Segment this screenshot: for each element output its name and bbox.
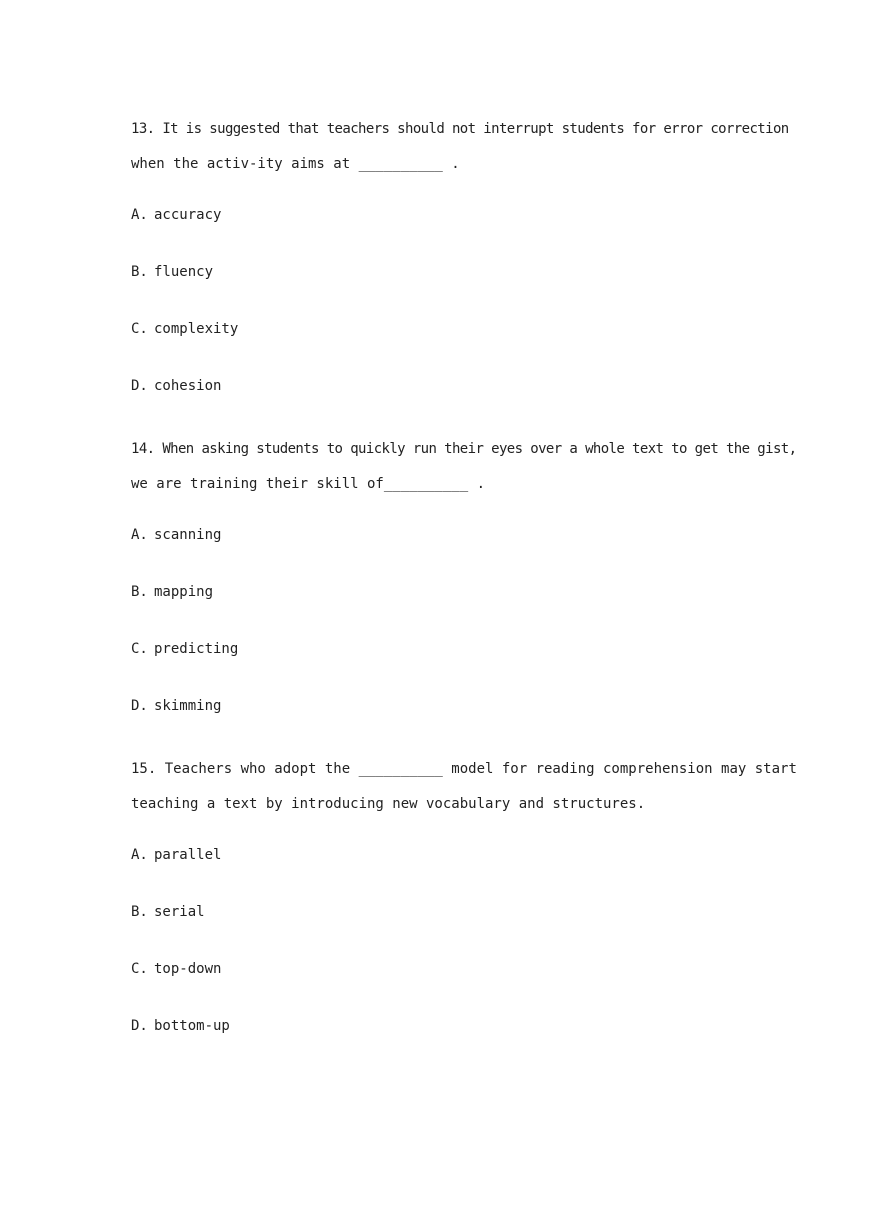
- option-letter: B.: [131, 264, 148, 280]
- question-15-options: [131, 844, 751, 1037]
- option-13-c: [131, 318, 751, 340]
- option-text: cohesion: [154, 378, 222, 394]
- option-text: fluency: [154, 264, 214, 280]
- question-13-options: [131, 204, 751, 397]
- option-letter: B.: [131, 904, 148, 920]
- option-text: parallel: [154, 847, 222, 863]
- option-letter: B.: [131, 584, 148, 600]
- option-15-b: [131, 901, 751, 923]
- option-15-c: [131, 958, 751, 980]
- question-13-line-2: when the activ-ity aims at __________ .: [131, 156, 460, 172]
- question-13: [131, 112, 789, 397]
- option-letter: C.: [131, 321, 148, 337]
- option-text: serial: [154, 904, 205, 920]
- option-15-d: [131, 1015, 751, 1037]
- option-text: mapping: [154, 584, 214, 600]
- option-letter: A.: [131, 207, 148, 223]
- option-13-a: [131, 204, 751, 226]
- option-letter: D.: [131, 1018, 148, 1034]
- option-14-c: [131, 638, 751, 660]
- option-text: bottom-up: [154, 1018, 230, 1034]
- option-14-a: [131, 524, 751, 546]
- option-13-d: [131, 375, 751, 397]
- option-letter: C.: [131, 961, 148, 977]
- question-14-options: [131, 524, 751, 717]
- option-letter: D.: [131, 698, 148, 714]
- question-14: [131, 432, 797, 717]
- option-text: predicting: [154, 641, 239, 657]
- option-text: complexity: [154, 321, 239, 337]
- option-14-b: [131, 581, 751, 603]
- option-letter: D.: [131, 378, 148, 394]
- option-15-a: [131, 844, 751, 866]
- question-13-line-1: 13. It is suggested that teachers should not interrupt students for error correction: [131, 121, 789, 137]
- option-text: top-down: [154, 961, 222, 977]
- option-letter: A.: [131, 527, 148, 543]
- option-13-b: [131, 261, 751, 283]
- question-15-line-2: teaching a text by introducing new vocabulary and structures.: [131, 796, 646, 812]
- option-14-d: [131, 695, 751, 717]
- option-text: accuracy: [154, 207, 222, 223]
- question-14-line-1: 14. When asking students to quickly run their eyes over a whole text to get the gist,: [131, 441, 797, 457]
- question-15-line-1: 15. Teachers who adopt the __________ model for reading comprehension may start: [131, 761, 797, 777]
- option-letter: C.: [131, 641, 148, 657]
- option-letter: A.: [131, 847, 148, 863]
- option-text: scanning: [154, 527, 222, 543]
- question-list: [131, 112, 797, 1072]
- question-15: [131, 752, 797, 1037]
- option-text: skimming: [154, 698, 222, 714]
- question-14-line-2: we are training their skill of__________ .: [131, 476, 486, 492]
